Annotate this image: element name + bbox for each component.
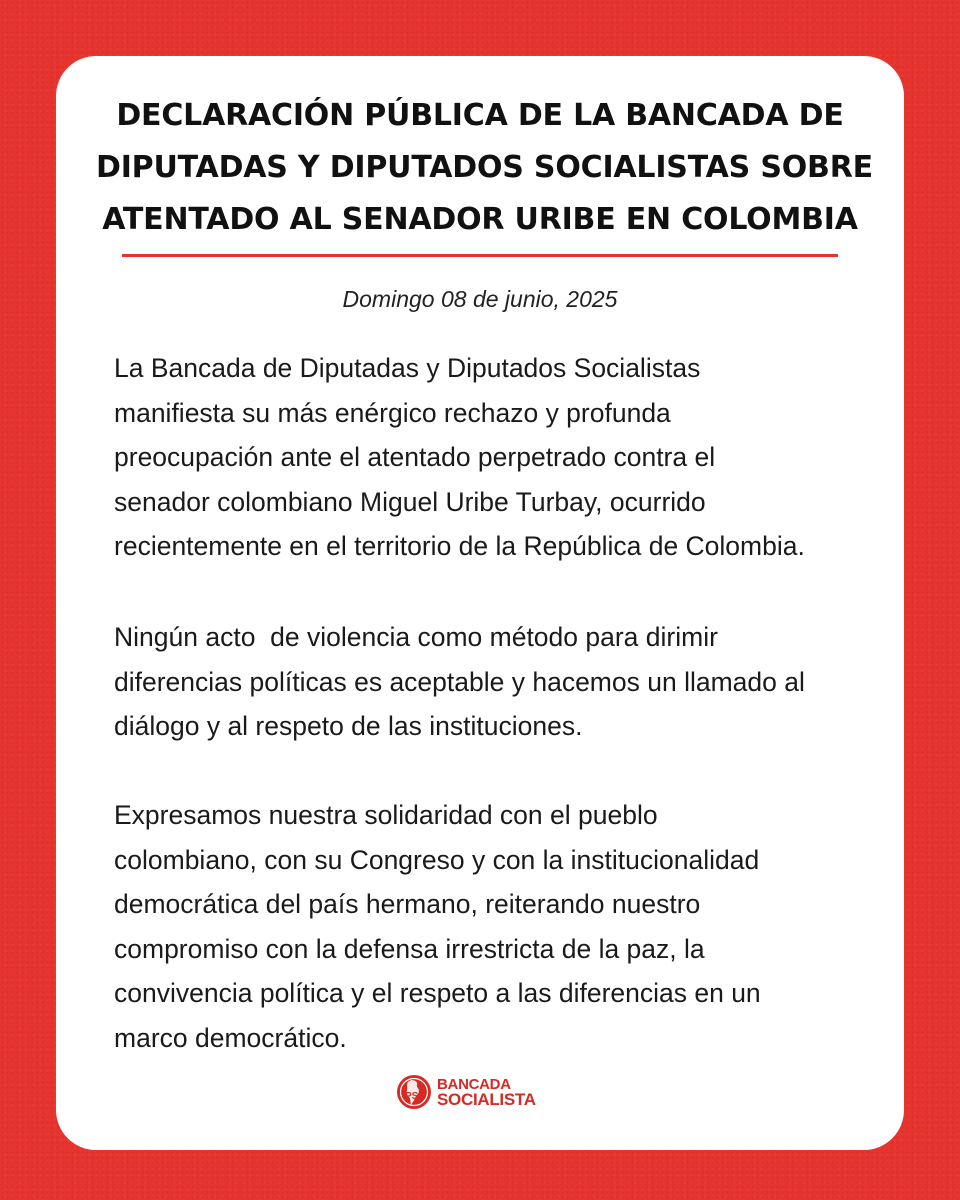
- title-line: ATENTADO AL SENADOR URIBE EN COLOMBIA: [102, 202, 858, 237]
- title-line: DECLARACIÓN PÚBLICA DE LA BANCADA DE: [116, 98, 844, 133]
- text-line: recientemente en el territorio de la República de Colombia.: [114, 531, 805, 561]
- declaration-card: [56, 56, 904, 1150]
- title-divider: [122, 254, 838, 257]
- logo-emblem-icon: [396, 1074, 432, 1110]
- text-line: colombiano, con su Congreso y con la institucionalidad: [114, 844, 760, 875]
- text-line: marco democrático.: [114, 1022, 347, 1053]
- title-line: DIPUTADAS Y DIPUTADOS SOCIALISTAS SOBRE: [96, 150, 873, 185]
- text-line: manifiesta su más enérgico rechazo y profunda: [114, 397, 671, 428]
- text-line: preocupación ante el atentado perpetrado contra el: [114, 442, 716, 472]
- text-line: democrática del país hermano, reiterando nuestro: [114, 889, 701, 919]
- logo-wordmark: [437, 1077, 536, 1107]
- page-title: [96, 90, 873, 246]
- text-line: Expresamos nuestra solidaridad con el pueblo: [114, 800, 658, 830]
- text-line: diferencias políticas es aceptable y hacemos un llamado al: [114, 666, 805, 697]
- text-line: La Bancada de Diputadas y Diputados Socialistas: [114, 353, 701, 383]
- logo-mark-letters: PS: [405, 1091, 419, 1102]
- text-line: Ningún acto de violencia como método para dirimir: [114, 622, 718, 652]
- bancada-socialista-logo: [396, 1074, 536, 1110]
- paragraph-violence: [114, 615, 874, 749]
- paragraph-rejection: [114, 346, 874, 569]
- text-line: senador colombiano Miguel Uribe Turbay, ocurrido: [114, 486, 706, 517]
- paragraph-solidarity: [114, 793, 874, 1060]
- date-line: Domingo 08 de junio, 2025: [342, 286, 618, 312]
- text-line: compromiso con la defensa irrestricta de la paz, la: [114, 933, 705, 964]
- logo-line-1: BANCADA: [437, 1076, 511, 1093]
- text-line: diálogo y al respeto de las instituciones.: [114, 711, 583, 741]
- logo-line-2: SOCIALISTA: [437, 1090, 536, 1109]
- text-line: convivencia política y el respeto a las diferencias en un: [114, 978, 761, 1008]
